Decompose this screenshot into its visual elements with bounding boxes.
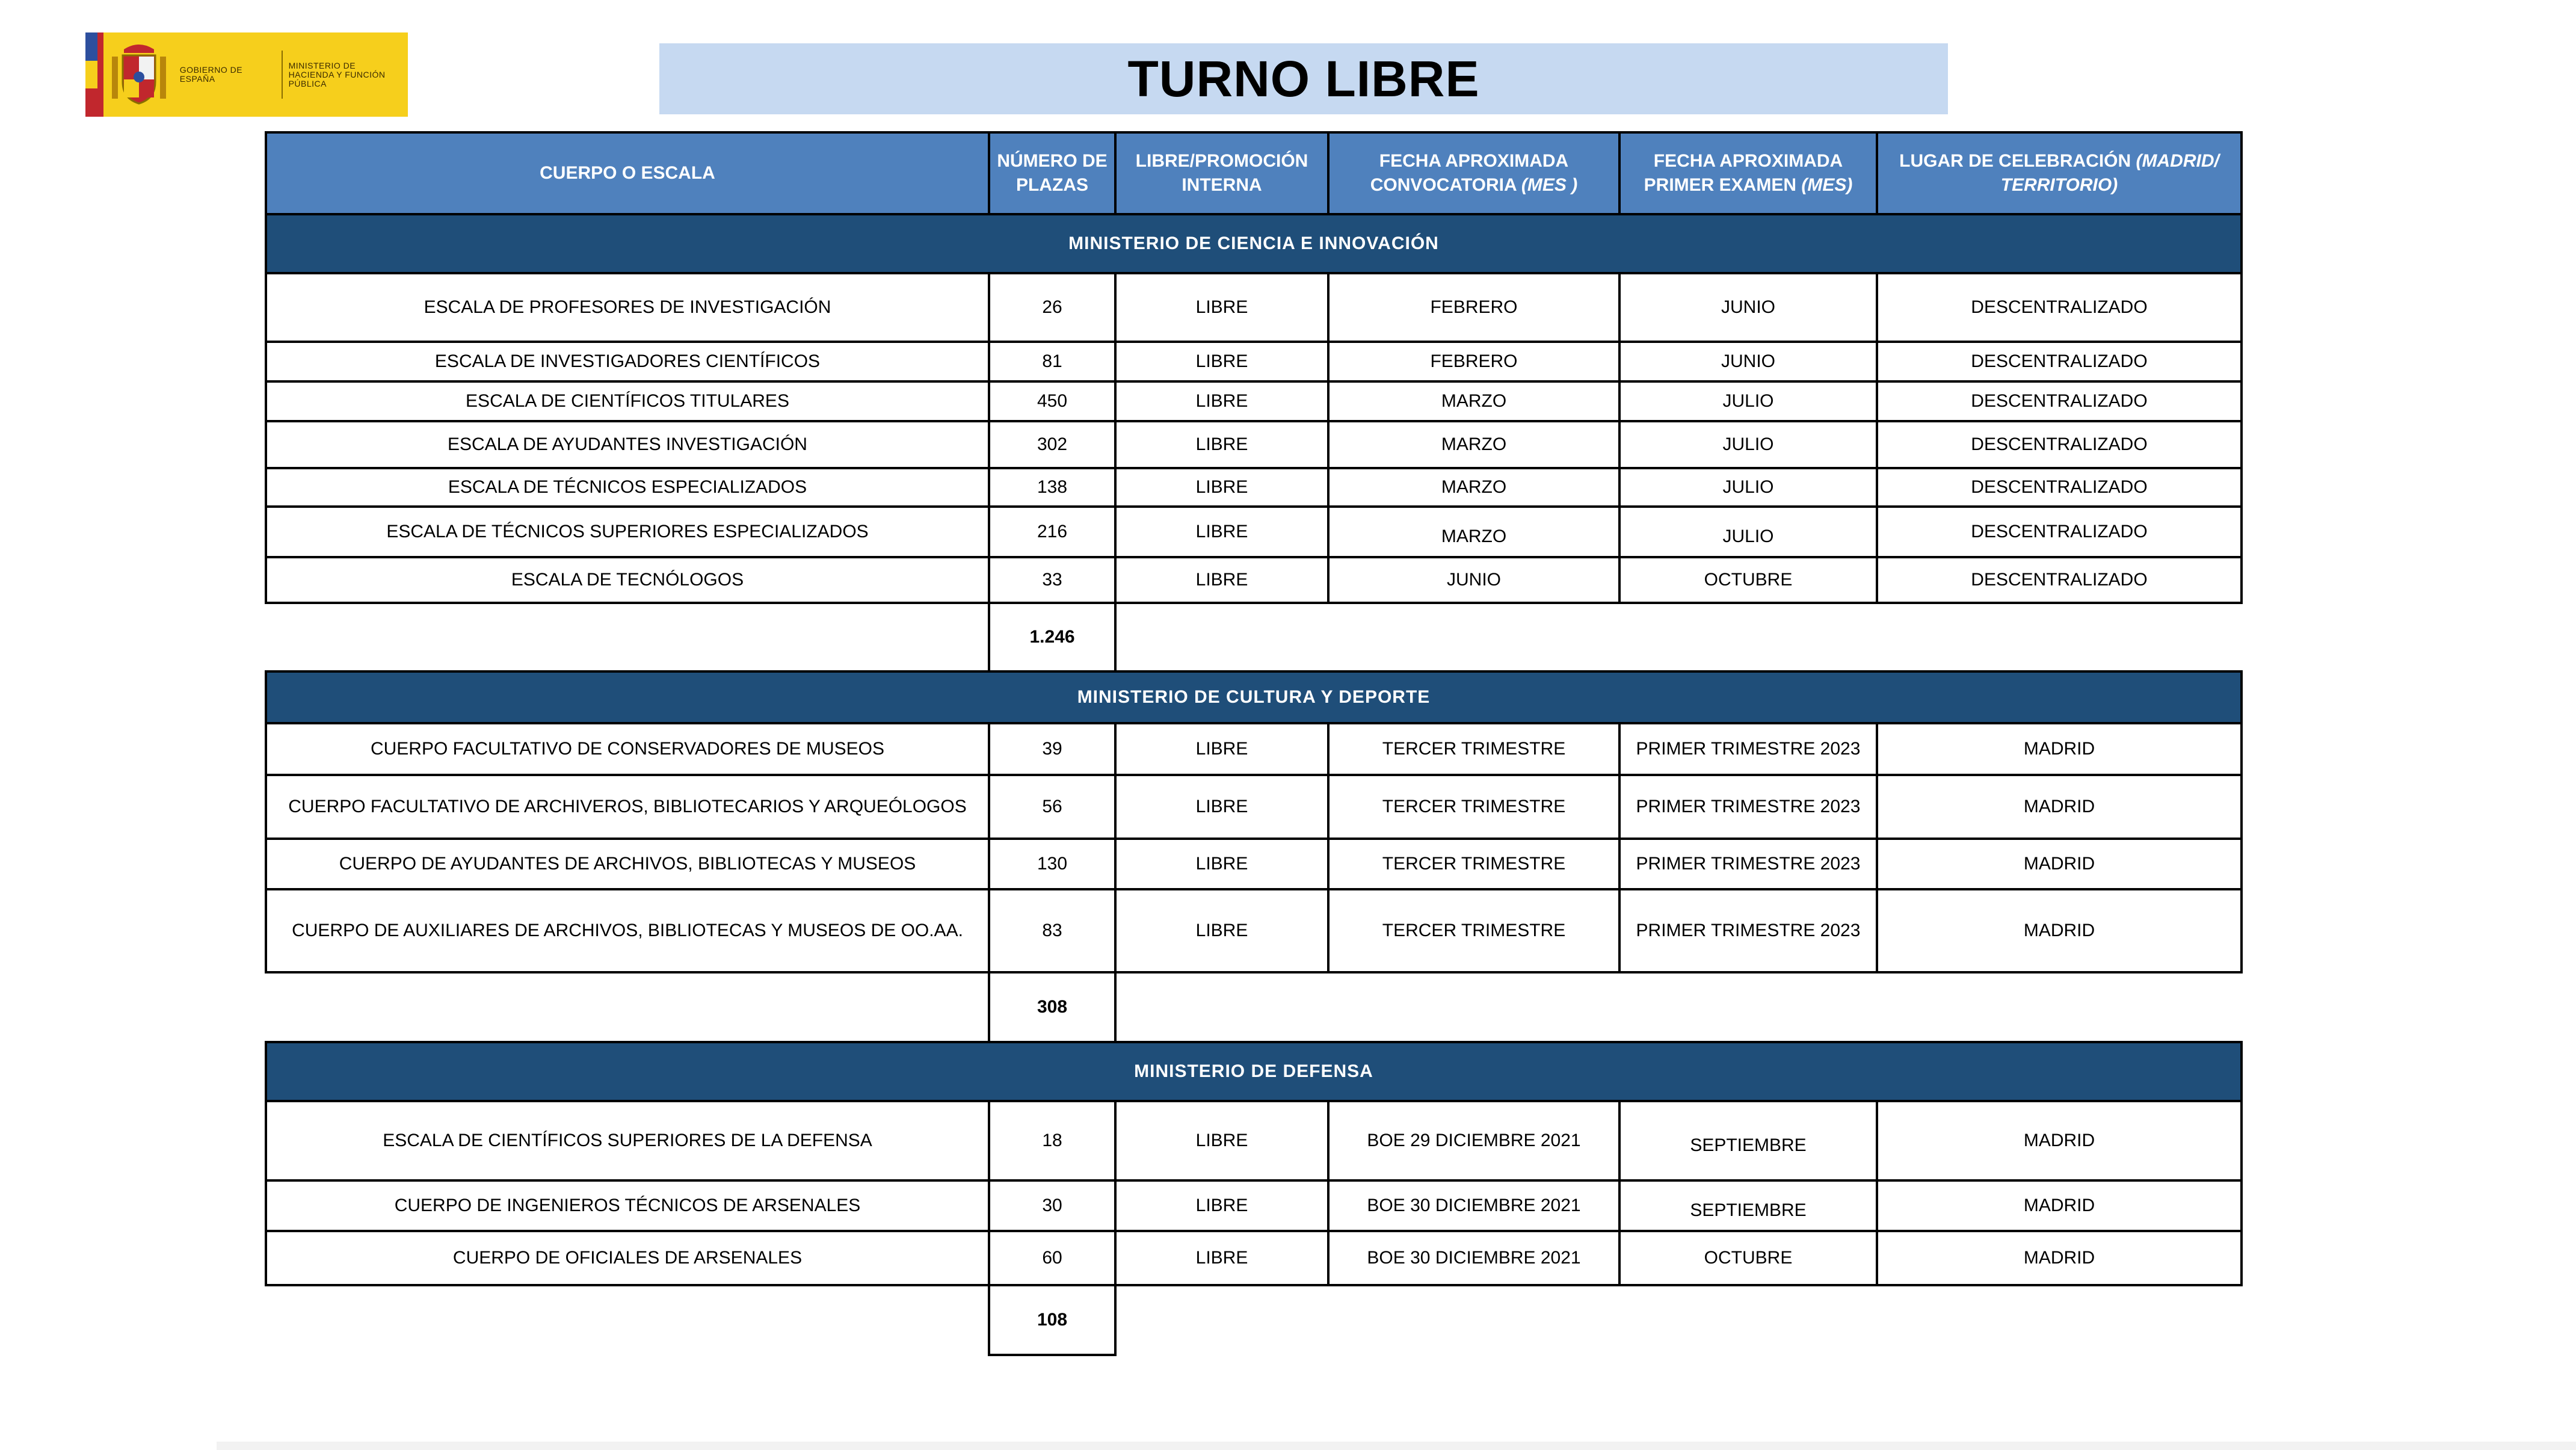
cell-convocatoria: BOE 30 DICIEMBRE 2021 [1328, 1231, 1619, 1285]
cell-convocatoria: MARZO [1328, 507, 1619, 557]
cell-lugar: DESCENTRALIZADO [1877, 468, 2242, 507]
cell-cuerpo: CUERPO DE AYUDANTES DE ARCHIVOS, BIBLIOTECAS Y MUSEOS [266, 839, 989, 889]
cell-plazas: 60 [989, 1231, 1115, 1285]
cell-convocatoria: MARZO [1328, 468, 1619, 507]
total-row [266, 1285, 2242, 1355]
table-row [266, 775, 2242, 839]
table-header-row [266, 132, 2242, 214]
cell-examen: OCTUBRE [1619, 1231, 1877, 1285]
table-row [266, 381, 2242, 421]
cell-examen: PRIMER TRIMESTRE 2023 [1619, 839, 1877, 889]
page-title: TURNO LIBRE [659, 43, 1948, 114]
cell-examen: OCTUBRE [1619, 557, 1877, 603]
cell-libre: LIBRE [1115, 342, 1328, 381]
cell-lugar: DESCENTRALIZADO [1877, 273, 2242, 342]
table-row [266, 421, 2242, 468]
cell-plazas: 26 [989, 273, 1115, 342]
cell-lugar: DESCENTRALIZADO [1877, 342, 2242, 381]
cell-plazas: 216 [989, 507, 1115, 557]
gobierno-logo [85, 32, 408, 117]
cell-libre: LIBRE [1115, 381, 1328, 421]
cell-plazas: 39 [989, 723, 1115, 775]
cell-libre: LIBRE [1115, 1180, 1328, 1231]
cell-convocatoria: TERCER TRIMESTRE [1328, 839, 1619, 889]
header-convocatoria: FECHA APROXIMADA CONVOCATORIA (MES ) [1328, 132, 1619, 214]
cell-plazas: 130 [989, 839, 1115, 889]
cell-cuerpo: ESCALA DE CIENTÍFICOS SUPERIORES DE LA DEFENSA [266, 1101, 989, 1180]
cell-convocatoria: TERCER TRIMESTRE [1328, 775, 1619, 839]
cell-libre: LIBRE [1115, 1101, 1328, 1180]
cell-convocatoria: TERCER TRIMESTRE [1328, 889, 1619, 972]
cell-convocatoria: MARZO [1328, 421, 1619, 468]
cell-libre: LIBRE [1115, 1231, 1328, 1285]
table-row [266, 342, 2242, 381]
cell-convocatoria: BOE 30 DICIEMBRE 2021 [1328, 1180, 1619, 1231]
cell-libre: LIBRE [1115, 468, 1328, 507]
flag-strip-red [97, 32, 103, 117]
cell-examen: JULIO [1619, 507, 1877, 557]
coat-of-arms-icon [103, 32, 175, 117]
cell-lugar: MADRID [1877, 839, 2242, 889]
cell-plazas: 33 [989, 557, 1115, 603]
table-row [266, 468, 2242, 507]
cell-examen: PRIMER TRIMESTRE 2023 [1619, 723, 1877, 775]
logo-text-gobierno: GOBIERNO DE ESPAÑA [179, 65, 243, 84]
cell-libre: LIBRE [1115, 507, 1328, 557]
cell-lugar: DESCENTRALIZADO [1877, 381, 2242, 421]
flag-strip [85, 32, 97, 117]
section-title: MINISTERIO DE DEFENSA [266, 1042, 2242, 1101]
cell-cuerpo: ESCALA DE CIENTÍFICOS TITULARES [266, 381, 989, 421]
cell-libre: LIBRE [1115, 775, 1328, 839]
cell-cuerpo: ESCALA DE TECNÓLOGOS [266, 557, 989, 603]
cell-convocatoria: TERCER TRIMESTRE [1328, 723, 1619, 775]
cell-examen: SEPTIEMBRE [1619, 1101, 1877, 1180]
cell-lugar: DESCENTRALIZADO [1877, 507, 2242, 557]
table-row [266, 273, 2242, 342]
cell-plazas: 18 [989, 1101, 1115, 1180]
table-row [266, 1101, 2242, 1180]
cell-cuerpo: ESCALA DE INVESTIGADORES CIENTÍFICOS [266, 342, 989, 381]
cell-examen: PRIMER TRIMESTRE 2023 [1619, 889, 1877, 972]
header-libre: LIBRE/PROMOCIÓN INTERNA [1115, 132, 1328, 214]
cell-convocatoria: BOE 29 DICIEMBRE 2021 [1328, 1101, 1619, 1180]
section-title: MINISTERIO DE CULTURA Y DEPORTE [266, 671, 2242, 723]
cell-convocatoria: MARZO [1328, 381, 1619, 421]
cell-examen: JUNIO [1619, 273, 1877, 342]
cell-plazas: 56 [989, 775, 1115, 839]
cell-libre: LIBRE [1115, 889, 1328, 972]
total-plazas: 108 [989, 1285, 1115, 1355]
cell-examen: JULIO [1619, 468, 1877, 507]
total-row [266, 972, 2242, 1042]
cell-libre: LIBRE [1115, 723, 1328, 775]
cell-plazas: 30 [989, 1180, 1115, 1231]
cell-plazas: 138 [989, 468, 1115, 507]
convocatorias-table [265, 131, 2243, 1356]
cell-examen: JULIO [1619, 381, 1877, 421]
total-row [266, 603, 2242, 671]
cell-libre: LIBRE [1115, 557, 1328, 603]
table-row [266, 1180, 2242, 1231]
cell-lugar: DESCENTRALIZADO [1877, 557, 2242, 603]
cell-examen: PRIMER TRIMESTRE 2023 [1619, 775, 1877, 839]
cell-plazas: 83 [989, 889, 1115, 972]
total-plazas: 1.246 [989, 603, 1115, 671]
table-row [266, 889, 2242, 972]
cell-cuerpo: CUERPO FACULTATIVO DE CONSERVADORES DE MUSEOS [266, 723, 989, 775]
cell-examen: SEPTIEMBRE [1619, 1180, 1877, 1231]
cell-cuerpo: CUERPO FACULTATIVO DE ARCHIVEROS, BIBLIOTECARIOS Y ARQUEÓLOGOS [266, 775, 989, 839]
table-row [266, 557, 2242, 603]
cell-libre: LIBRE [1115, 839, 1328, 889]
header-examen: FECHA APROXIMADA PRIMER EXAMEN (MES) [1619, 132, 1877, 214]
cell-libre: LIBRE [1115, 421, 1328, 468]
page-footer-shade [217, 1442, 2576, 1450]
cell-examen: JUNIO [1619, 342, 1877, 381]
cell-convocatoria: FEBRERO [1328, 273, 1619, 342]
cell-lugar: DESCENTRALIZADO [1877, 421, 2242, 468]
header-plazas: NÚMERO DE PLAZAS [989, 132, 1115, 214]
cell-plazas: 81 [989, 342, 1115, 381]
table-row [266, 507, 2242, 557]
header-lugar: LUGAR DE CELEBRACIÓN (MADRID/ TERRITORIO) [1877, 132, 2242, 214]
logo-text-ministerio: MINISTERIO DE HACIENDA Y FUNCIÓN PÚBLICA [288, 60, 386, 88]
section-title: MINISTERIO DE CIENCIA E INNOVACIÓN [266, 214, 2242, 273]
cell-lugar: MADRID [1877, 775, 2242, 839]
total-plazas: 308 [989, 972, 1115, 1042]
cell-cuerpo: CUERPO DE OFICIALES DE ARSENALES [266, 1231, 989, 1285]
cell-examen: JULIO [1619, 421, 1877, 468]
cell-cuerpo: CUERPO DE AUXILIARES DE ARCHIVOS, BIBLIOTECAS Y MUSEOS DE OO.AA. [266, 889, 989, 972]
cell-plazas: 450 [989, 381, 1115, 421]
table-row [266, 723, 2242, 775]
cell-lugar: MADRID [1877, 723, 2242, 775]
cell-libre: LIBRE [1115, 273, 1328, 342]
cell-convocatoria: JUNIO [1328, 557, 1619, 603]
cell-cuerpo: ESCALA DE AYUDANTES INVESTIGACIÓN [266, 421, 989, 468]
cell-convocatoria: FEBRERO [1328, 342, 1619, 381]
cell-cuerpo: CUERPO DE INGENIEROS TÉCNICOS DE ARSENALES [266, 1180, 989, 1231]
cell-lugar: MADRID [1877, 1231, 2242, 1285]
cell-lugar: MADRID [1877, 889, 2242, 972]
table-row [266, 1231, 2242, 1285]
cell-cuerpo: ESCALA DE TÉCNICOS SUPERIORES ESPECIALIZADOS [266, 507, 989, 557]
table-row [266, 839, 2242, 889]
header-cuerpo: CUERPO O ESCALA [266, 132, 989, 214]
cell-cuerpo: ESCALA DE TÉCNICOS ESPECIALIZADOS [266, 468, 989, 507]
cell-lugar: MADRID [1877, 1101, 2242, 1180]
cell-plazas: 302 [989, 421, 1115, 468]
cell-lugar: MADRID [1877, 1180, 2242, 1231]
cell-cuerpo: ESCALA DE PROFESORES DE INVESTIGACIÓN [266, 273, 989, 342]
